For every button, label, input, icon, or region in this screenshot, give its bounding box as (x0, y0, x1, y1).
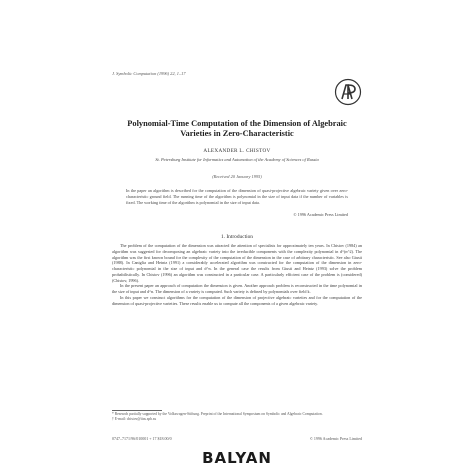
footnote-rule (112, 410, 162, 411)
body-paragraph: In the present paper an approach of computation the dimension is given. Another approach problem is reconstructed in the time polynomial in the size of input and d^n. The dimension of a variety is computed. Such variety is defined by polynomials over field k. (112, 283, 362, 294)
author-name: ALEXANDER L. CHISTOV (203, 148, 271, 154)
watermark-text: BALYAN (202, 449, 272, 467)
abstract-copyright: © 1996 Academic Press Limited (293, 212, 348, 217)
abstract: In the paper an algorithm is described for the computation of the dimension of quasi-projective algebraic variety given over zero-characteristic ground field. The running time of the algorithm is polynomial in the size of input data if the number of variables is fixed. The working time of the algorithm is polynomial in the size of input data. (126, 188, 348, 205)
journal-citation: J. Symbolic Computation (1996) 22, 1–17 (112, 71, 186, 76)
footer-copyright: © 1996 Academic Press Limited (309, 436, 362, 441)
section-heading: 1. Introduction (220, 234, 254, 240)
footnote: * Research partially supported by the Volkswagen-Stiftung. Preprint of the International Symposium on Symbolic and Algebraic Computation. (112, 412, 323, 416)
body-text (112, 243, 362, 306)
paper-title: Polynomial-Time Computation of the Dimension of Algebraic Varieties in Zero-Characteristic (127, 119, 347, 138)
publisher-logo-icon (334, 78, 362, 106)
article-code: 0747–7171/96/010001 + 17 $18.00/0 (112, 436, 172, 441)
footnotes (112, 412, 362, 422)
footnote: † E-mail: chistov@iias.spb.su (112, 417, 157, 421)
body-paragraph: In this paper we construct algorithms for the computation of the dimension of projective algebraic varieties and for the computation of the dimension of quasi-projective varieties. These results enable us to compute all the components of a given algebraic variety. (112, 294, 362, 306)
body-paragraph: The problem of the computation of the dimension was attracted the attention of specialists for approximately ten years. In Chistov (1984) an algorithm was suggested for decomposing an algebraic variety into the irreducible components with the complexity polynomial in d^(n^2). The algorithm was the first known bound for the complexity of the computation of the dimension in the case of arbitrary characteristic. See also Giusti (1988). In Caniglia and Heintz (1991) a considerably accelerated algorithm was constructed for the computation of the dimension in zero-characteristic polynomial in the size of input and d^n. In the general case the results from Giusti and Heintz (1993) solve the problem probabilistically. In Chistov (1996) an algorithm was constructed in a particular case. A particularly efficient case of the problem is (considered) (Chistov, 1996). (112, 243, 362, 283)
received-date: (Received 20 January 1995) (212, 174, 262, 179)
author-affiliation: St. Petersburg Institute for Informatics and Automation of the Academy of Sciences of Russia (155, 157, 319, 162)
